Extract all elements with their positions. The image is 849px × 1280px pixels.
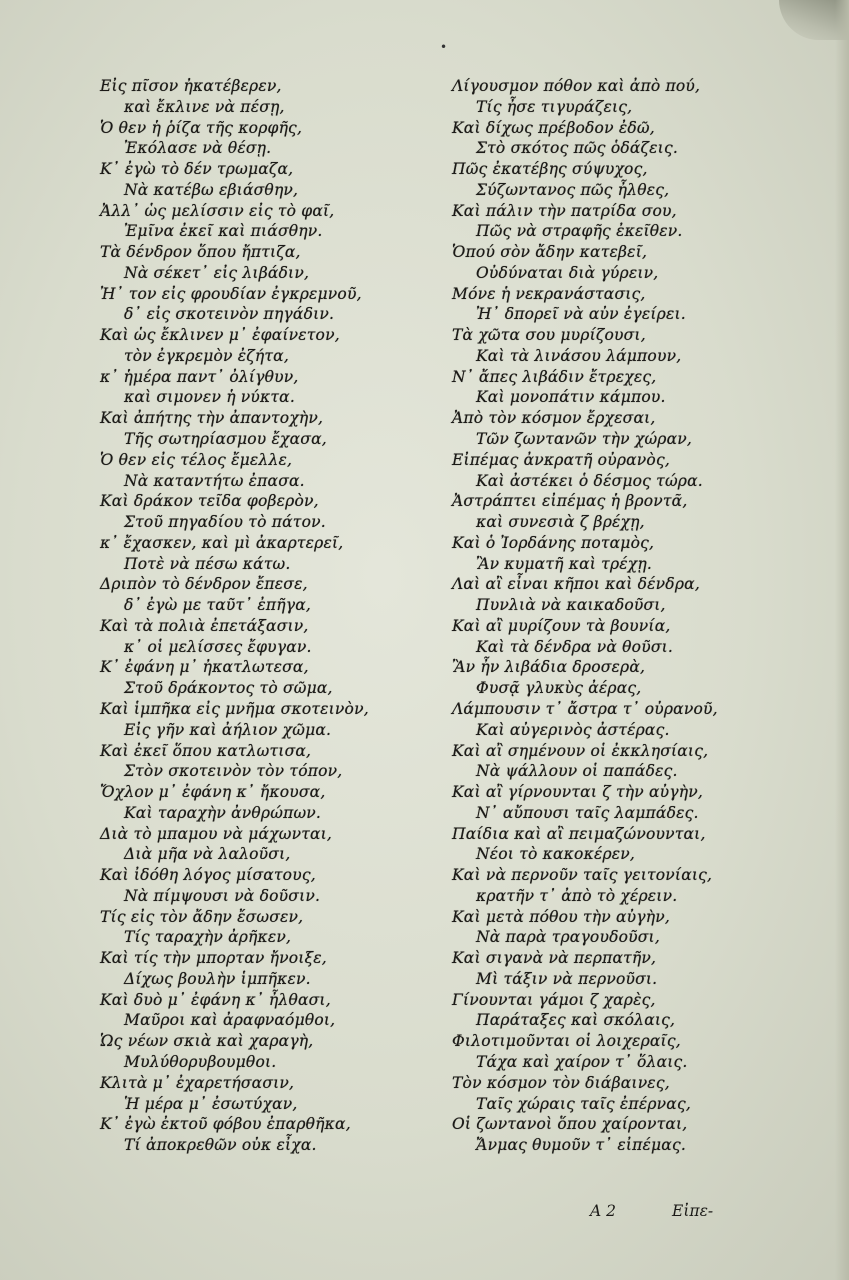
top-mark: •: [440, 40, 448, 54]
verse-line: Κ᾽ ἐγὼ τὸ δέν τρωμαζα,: [100, 160, 294, 179]
verse-line: Καὶ αἲ σημένουν οἱ ἐκκλησίαις,: [452, 741, 709, 760]
verse-line: Καὶ ὁ Ἰορδάνης ποταμὸς,: [452, 533, 655, 552]
verse-line: Καὶ ἱμπῆκα εἰς μνῆμα σκοτεινὸν,: [100, 699, 369, 718]
verse-line: Ἐμῖνα ἐκεῖ καὶ πιάσθην.: [124, 222, 323, 241]
verse-line: Ἠ᾽ τον εἰς φρουδίαν ἐγκρεμνοῦ,: [100, 284, 362, 303]
verse-line: κρατῆν τ᾽ ἀπὸ τὸ χέρειν.: [476, 886, 678, 905]
verse-line: Τίς ἦσε τιγυράζεις,: [476, 97, 633, 116]
verse-line: Καὶ πάλιν τὴν πατρίδα σου,: [452, 201, 677, 220]
verse-line: Ἠ᾽ δπορεῖ νὰ αὐν ἐγείρει.: [476, 305, 686, 324]
verse-line: Ἀστράπτει εἰπέμας ἡ βροντᾶ,: [452, 492, 688, 511]
verse-line: Σύζωντανος πῶς ἦλθες,: [476, 180, 670, 199]
verse-line: Καὶ αὐγερινὸς ἀστέρας.: [476, 720, 670, 739]
verse-line: Τῆς σωτηρίασμου ἔχασα,: [124, 430, 327, 449]
verse-line: Παράταξες καὶ σκόλαις,: [476, 1011, 676, 1030]
verse-line: κ᾽ οἱ μελίσσες ἔφυγαν.: [124, 637, 312, 656]
verse-line: Καὶ δίχως πρέβοδον ἐδῶ,: [452, 118, 655, 137]
verse-line: Νὰ καταντήτω ἐπασα.: [124, 471, 305, 490]
verse-line: Δριπὸν τὸ δένδρον ἔπεσε,: [100, 575, 308, 594]
verse-line: Ὁ θεν ἡ ῥίζα τῆς κορφῆς,: [100, 118, 303, 137]
verse-line: Καὶ αἲ γίρνουνται ζ τὴν αὐγὴν,: [452, 783, 703, 802]
verse-line: τὸν ἐγκρεμὸν ἐζήτα,: [124, 346, 289, 365]
verse-line: Λάμπουσιν τ᾽ ἄστρα τ᾽ οὐρανοῦ,: [452, 699, 718, 718]
verse-line: Ν᾽ αὔπουσι ταῖς λαμπάδες.: [476, 803, 699, 822]
verse-line: Πῶς ἐκατέβης σύψυχος,: [452, 160, 648, 179]
verse-line: Πυνλιὰ νὰ καικαδοῦσι,: [476, 596, 666, 615]
verse-line: Νὰ ψάλλουν οἱ παπάδες.: [476, 762, 678, 781]
verse-line: Καὶ ὡς ἔκλινεν μ᾽ ἐφαίνετον,: [100, 326, 340, 345]
verse-line: Φιλοτιμοῦνται οἱ λοιχεραῖς,: [452, 1032, 681, 1051]
verse-line: Στὸν σκοτεινὸν τὸν τόπον,: [124, 762, 343, 781]
verse-line: Καὶ τὰ λινάσου λάμπουν,: [476, 346, 682, 365]
verse-line: Μόνε ἡ νεκρανάστασις,: [452, 284, 646, 303]
verse-line: Ὁπού σὸν ἄδην κατεβεῖ,: [452, 243, 648, 262]
verse-line: Τίς ταραχὴν ἀρῆκεν,: [124, 928, 292, 947]
verse-line: Διὰ τὸ μπαμου νὰ μάχωνται,: [100, 824, 333, 843]
verse-line: Ἄνμας θυμοῦν τ᾽ εἰπέμας.: [476, 1136, 686, 1155]
verse-line: Τάχα καὶ χαίρον τ᾽ ὅλαις.: [476, 1052, 688, 1071]
verse-line: Ν᾽ ἄπες λιβάδιν ἔτρεχες,: [452, 367, 657, 386]
verse-line: δ᾽ εἰς σκοτεινὸν πηγάδιν.: [124, 305, 335, 324]
verse-line: Νὰ παρὰ τραγουδοῦσι,: [476, 928, 660, 947]
verse-line: Καὶ νὰ περνοῦν ταῖς γειτονίαις,: [452, 866, 713, 885]
signature-mark: A 2: [590, 1202, 616, 1220]
verse-line: Καὶ σιγανὰ νὰ περπατῆν,: [452, 949, 657, 968]
verse-line: Εἰς γῆν καὶ ἀήλιον χῶμα.: [124, 720, 332, 739]
verse-line: Τὸν κόσμον τὸν διάβαινες,: [452, 1073, 670, 1092]
verse-line: Νὰ κατέβω εβιάσθην,: [124, 180, 299, 199]
verse-line: Καὶ τίς τὴν μπορταν ἤνοιξε,: [100, 949, 327, 968]
verse-line: Καὶ δράκον τεῖδα φοβερὸν,: [100, 492, 319, 511]
verse-line: Νὰ σέκετ᾽ εἰς λιβάδιν,: [124, 263, 310, 282]
verse-line: Ἂν ἦν λιβάδια δροσερὰ,: [452, 658, 646, 677]
page-edge: [835, 0, 849, 1280]
verse-line: Κλιτὰ μ᾽ ἐχαρετήσασιν,: [100, 1073, 295, 1092]
verse-line: Ταῖς χώραις ταῖς ἐπέρνας,: [476, 1094, 691, 1113]
verse-line: Καὶ αἲ μυρίζουν τὰ βουνία,: [452, 616, 671, 635]
verse-line: Τῶν ζωντανῶν τὴν χώραν,: [476, 430, 693, 449]
catchword: Εἰπε-: [672, 1202, 714, 1220]
verse-line: Ἐκόλασε νὰ θέσῃ.: [124, 139, 272, 158]
verse-line: Καὶ μονοπάτιν κάμπου.: [476, 388, 666, 407]
verse-line: Ὁ θεν εἰς τέλος ἔμελλε,: [100, 450, 293, 469]
verse-line: Οὐδύναται διὰ γύρειν,: [476, 263, 659, 282]
verse-line: Καὶ μετὰ πόθου τὴν αὐγὴν,: [452, 907, 670, 926]
verse-line: Καὶ ἀπήτης τὴν ἀπαντοχὴν,: [100, 409, 324, 428]
verse-line: δ᾽ ἐγὼ με ταῦτ᾽ ἐπῆγα,: [124, 596, 312, 615]
verse-line: Τὰ δένδρον ὅπου ἤπτιζα,: [100, 243, 301, 262]
verse-line: Καὶ ἐκεῖ ὅπου κατλωτισα,: [100, 741, 312, 760]
verse-line: Διὰ μῆα νὰ λαλοῦσι,: [124, 845, 291, 864]
verse-line: Μὶ τάξιν νὰ περνοῦσι.: [476, 969, 658, 988]
verse-line: Γίνουνται γάμοι ζ χαρὲς,: [452, 990, 656, 1009]
verse-line: Καὶ ἰδόθη λόγος μίσατους,: [100, 866, 316, 885]
verse-line: Νέοι τὸ κακοκέρεν,: [476, 845, 636, 864]
verse-line: Δίχως βουλὴν ἱμπῆκεν.: [124, 969, 311, 988]
verse-line: Ἡ μέρα μ᾽ ἐσωτύχαν,: [124, 1094, 298, 1113]
verse-line: Νὰ πίμψουσι νὰ δοῦσιν.: [124, 886, 321, 905]
verse-line: Παίδια καὶ αἲ πειμαζώνουνται,: [452, 824, 706, 843]
right-verse-column: [452, 76, 812, 1156]
verse-line: Κ᾽ ἐφάνη μ᾽ ἠκατλωτεσα,: [100, 658, 309, 677]
verse-line: καὶ συνεσιὰ ζ βρέχῃ,: [476, 513, 645, 532]
verse-line: Ἀλλ᾽ ὡς μελίσσιν εἰς τὸ φαῖ,: [100, 201, 335, 220]
verse-line: Οἱ ζωντανοὶ ὅπου χαίρονται,: [452, 1115, 688, 1134]
verse-line: Κ᾽ ἐγὼ ἐκτοῦ φόβου ἐπαρθῆκα,: [100, 1115, 351, 1134]
verse-line: Ὄχλον μ᾽ ἐφάνη κ᾽ ἤκουσα,: [100, 783, 326, 802]
verse-line: Ἀπὸ τὸν κόσμον ἔρχεσαι,: [452, 409, 656, 428]
verse-line: Καὶ ἀστέκει ὁ δέσμος τώρα.: [476, 471, 703, 490]
verse-line: κ᾽ ἡμέρα παντ᾽ ὀλίγθυν,: [100, 367, 299, 386]
verse-line: Καὶ τὰ πολιὰ ἐπετάξασιν,: [100, 616, 309, 635]
verse-line: Λαὶ αἲ εἶναι κῆποι καὶ δένδρα,: [452, 575, 700, 594]
verse-line: Μυλύθορυβουμθοι.: [124, 1052, 277, 1071]
verse-line: Εἰς πῖσον ἠκατέβερεν,: [100, 77, 282, 95]
verse-line: Πῶς νὰ στραφῆς ἐκεῖθεν.: [476, 222, 683, 241]
verse-line: καὶ ἔκλινε νὰ πέσῃ,: [124, 97, 285, 116]
verse-line: Λίγουσμον πόθον καὶ ἀπὸ πού,: [452, 77, 701, 95]
verse-line: Στοῦ δράκοντος τὸ σῶμα,: [124, 679, 333, 698]
left-verse-column: [100, 76, 430, 1156]
verse-line: Ποτὲ νὰ πέσω κάτω.: [124, 554, 291, 573]
verse-line: Εἰπέμας ἀνκρατῆ οὐρανὸς,: [452, 450, 670, 469]
verse-line: Φυσᾷ γλυκὺς ἀέρας,: [476, 679, 642, 698]
verse-line: Τὰ χῶτα σου μυρίζουσι,: [452, 326, 646, 345]
verse-line: Στοῦ πηγαδίου τὸ πάτον.: [124, 513, 326, 532]
verse-line: Καὶ ταραχὴν ἀνθρώπων.: [124, 803, 322, 822]
verse-line: Τί ἀποκρεθῶν οὐκ εἶχα.: [124, 1136, 317, 1155]
verse-line: Καὶ τὰ δένδρα νὰ θοῦσι.: [476, 637, 674, 656]
verse-line: Μαῦροι καὶ ἀραφναόμθοι,: [124, 1011, 336, 1030]
verse-line: Ἂν κυματῆ καὶ τρέχῃ.: [476, 554, 652, 573]
verse-line: καὶ σιμονεν ἡ νύκτα.: [124, 388, 295, 407]
verse-line: Στὸ σκότος πῶς ὁδάζεις.: [476, 139, 678, 158]
verse-line: Καὶ δυὸ μ᾽ ἐφάνη κ᾽ ἦλθασι,: [100, 990, 331, 1009]
verse-line: κ᾽ ἔχασκεν, καὶ μὶ ἀκαρτερεῖ,: [100, 533, 344, 552]
verse-line: Τίς εἰς τὸν ἄδην ἔσωσεν,: [100, 907, 304, 926]
verse-line: Ὡς νέων σκιὰ καὶ χαραγὴ,: [100, 1032, 314, 1051]
